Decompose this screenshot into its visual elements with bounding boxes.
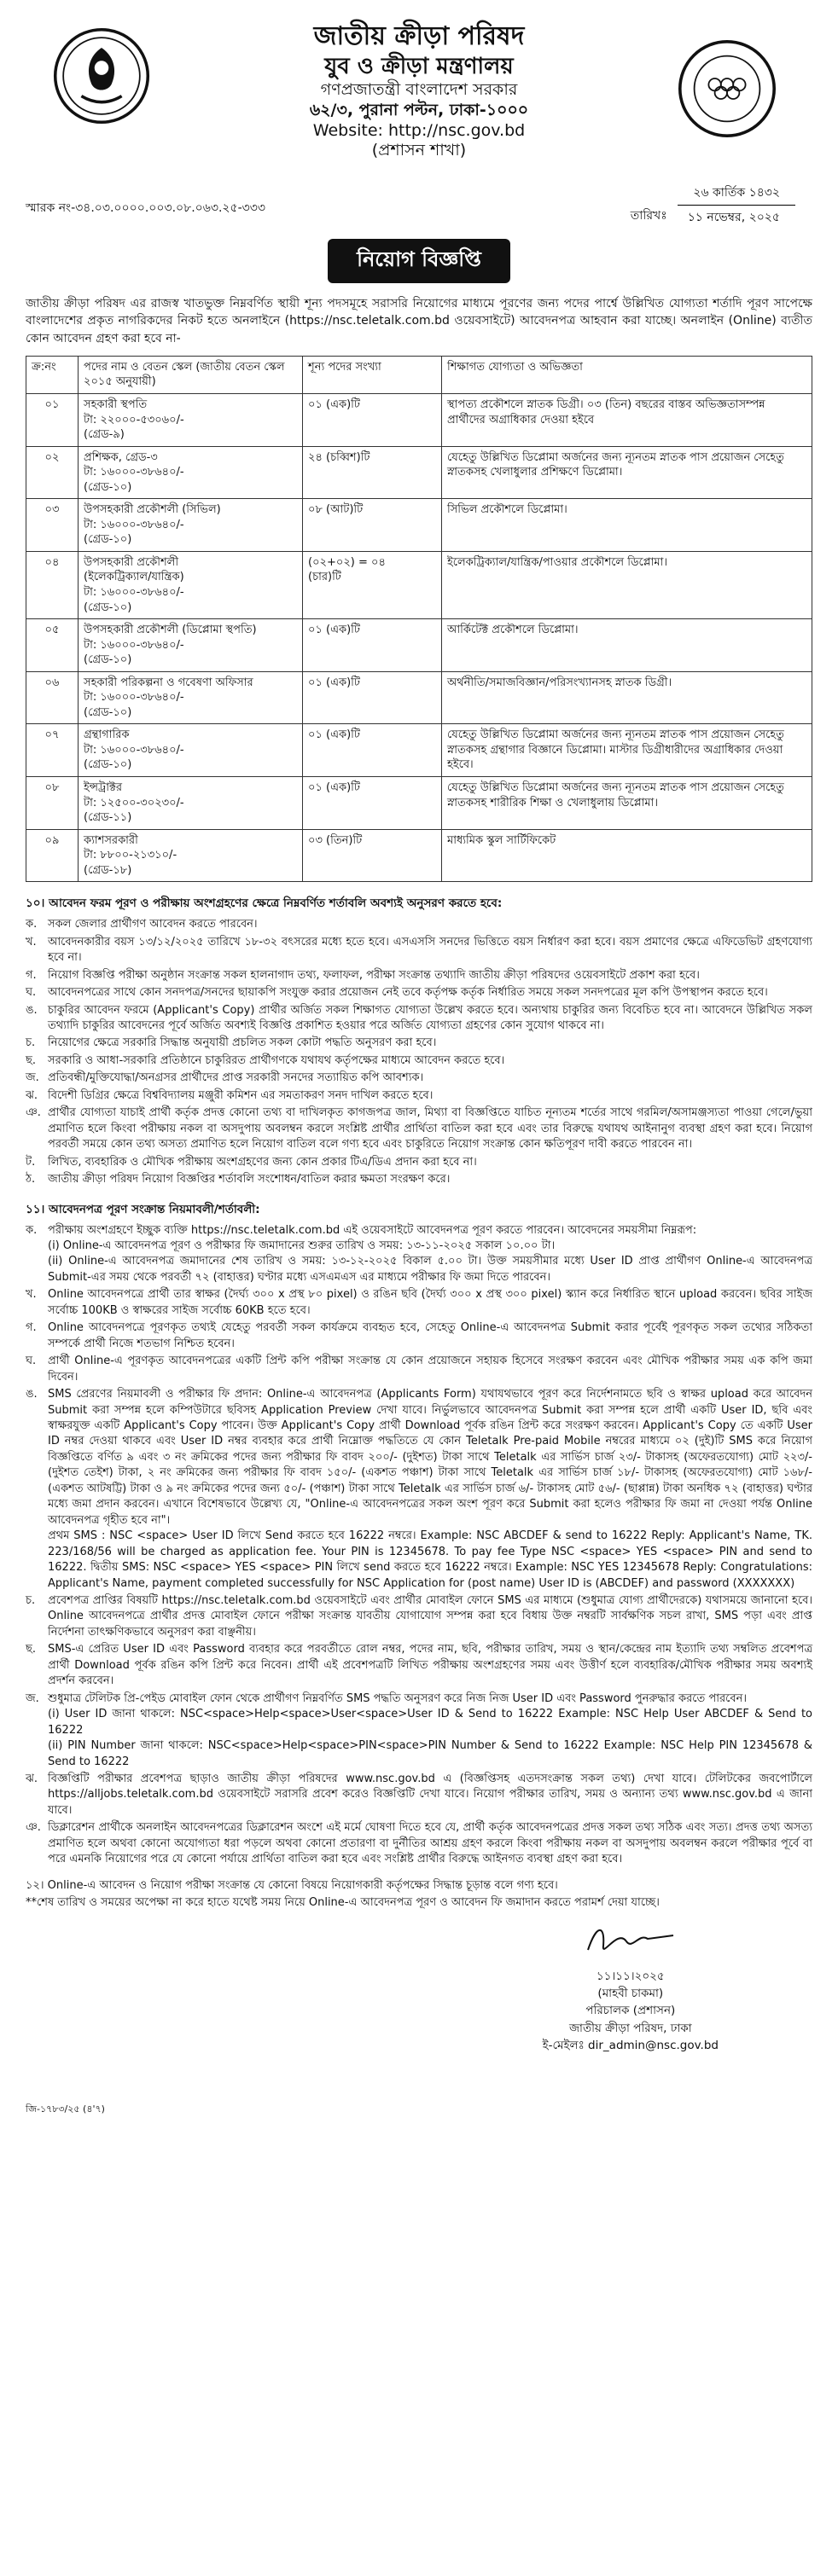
list-item-key: ছ. [26, 1053, 37, 1067]
list-item-key: চ. [26, 1036, 36, 1050]
cell-qualification: স্থাপত্য প্রকৌশলে স্নাতক ডিগ্রী। ০৩ (তিন) বছরের বাস্তব অভিজ্ঞতাসম্পন্ন প্রার্থীদের অগ্রাধিকার দেওয়া হইবে [442, 393, 812, 446]
cell-count: ০৩ (তিন)টি [303, 829, 442, 882]
list-item [26, 1354, 812, 1385]
list-item [26, 985, 812, 1001]
col-post: পদের নাম ও বেতন স্কেল (জাতীয় বেতন স্কেল ২০১৫ অনুযায়ী) [79, 356, 303, 393]
letterhead [26, 19, 812, 181]
cell-count: ০১ (এক)টি [303, 393, 442, 446]
table-row [26, 446, 812, 499]
list-item-key: খ. [26, 1288, 37, 1302]
cell-post: উপসহকারী প্রকৌশলী (ডিপ্লোমা স্থপতি) টা: ১৬০০০-৩৮৬৪০/- (গ্রেড-১০) [79, 619, 303, 672]
government-name: গণপ্রজাতন্ত্রী বাংলাদেশ সরকার [320, 80, 518, 99]
cell-serial: ০২ [26, 446, 79, 499]
ministry-name: যুব ও ক্রীড়া মন্ত্রণালয় [324, 53, 514, 79]
list-item-text: নিয়োগের ক্ষেত্রে সরকারি সিদ্ধান্ত অনুযায়ী প্রচলিত সকল কোটা পদ্ধতি অনুসরণ করা হবে। [48, 1036, 437, 1050]
list-item [26, 1088, 812, 1104]
footer-code: জি-১৭৮৩/২৫ (৪'৭) [26, 2103, 105, 2115]
table-row [26, 499, 812, 552]
list-item-text: লিখিত, ব্যবহারিক ও মৌখিক পরীক্ষায় অংশগ্রহণের জন্য কোন প্রকার টিএ/ডিএ প্রদান করা হবে না। [48, 1155, 477, 1169]
section-10-list [26, 917, 812, 1187]
date-gregorian: ১১ নভেম্বর, ২০২৫ [687, 211, 780, 224]
cell-qualification: মাধ্যমিক স্কুল সার্টিফিকেট [442, 829, 812, 882]
list-item [26, 1105, 812, 1152]
section-11-title: ১১। আবেদনপত্র পূরণ সংক্রান্ত নিয়মাবলী/শর্তাবলী: [26, 1202, 260, 1216]
section-12-note: **শেষ তারিখ ও সময়ের অপেক্ষা না করে হাতে যথেষ্ট সময় নিয়ে Online-এ আবেদনপত্র পূরণ ও আবেদন ফি জমাদান করতে পরামর্শ দেয়া যাচ্ছে। [26, 1896, 660, 1910]
cell-count: ২৪ (চব্বিশ)টি [303, 446, 442, 499]
website-link[interactable]: Website: http://nsc.gov.bd [312, 120, 526, 140]
memo-line [26, 181, 812, 235]
list-item-text: আবেদনপত্রের সাথে কোন সনদপত্র/সনদের ছায়াকপি সংযুক্ত করার প্রয়োজন নেই তবে কর্তৃপক্ষ কর্তৃক নির্ধারিত সময়ে সকল সনদপত্রের মূল কপি উপস্থাপন করতে হবে। [48, 986, 768, 1000]
list-item-key: ঝ. [26, 1088, 38, 1102]
cell-post: প্রশিক্ষক, গ্রেড-৩ টা: ১৬০০০-৩৮৬৪০/- (গ্রেড-১০) [79, 446, 303, 499]
cell-serial: ০৯ [26, 829, 79, 882]
list-item-key: জ. [26, 1691, 39, 1705]
cell-count: ০১ (এক)টি [303, 619, 442, 672]
col-count: শূন্য পদের সংখ্যা [303, 356, 442, 393]
section-12-text: ১২। Online-এ আবেদন ও নিয়োগ পরীক্ষা সংক্রান্ত যে কোনো বিষয়ে নিয়োগকারী কর্তৃপক্ষের সিদ্ধান্ত চূড়ান্ত বলে গণ্য হবে। [26, 1878, 558, 1892]
cell-post: সহকারী স্থপতি টা: ২২০০০-৫৩০৬০/- (গ্রেড-৯) [79, 393, 303, 446]
list-item-key: জ. [26, 1071, 39, 1085]
cell-serial: ০৮ [26, 777, 79, 830]
cell-qualification: যেহেতু উল্লিখিত ডিপ্লোমা অর্জনের জন্য ন্যূনতম স্নাতক পাস প্রয়োজন সেহেতু স্নাতকসহ শারীরিক শিক্ষা ও খেলাধুলায় ডিপ্লোমা। [442, 777, 812, 830]
list-item [26, 1387, 812, 1592]
signatory-name: (মাহবী চাকমা) [597, 1987, 664, 2001]
list-item [26, 1320, 812, 1352]
table-row [26, 829, 812, 882]
list-item-text: জাতীয় ক্রীড়া পরিষদ নিয়োগ বিজ্ঞপ্তির শর্তাবলি সংশোধন/বাতিল করার ক্ষমতা সংরক্ষণ করে। [48, 1173, 451, 1186]
list-item [26, 1593, 812, 1640]
list-item-text: নিয়োগ বিজ্ঞপ্তি পরীক্ষা অনুষ্ঠান সংক্রান্ত সকল হালনাগাদ তথ্য, ফলাফল, পরীক্ষা সংক্রান্ত তথ্যাদি জাতীয় ক্রীড়া পরিষদের ওয়েবসাইটে প্রকাশ করা হবে। [48, 968, 700, 982]
notice-title-box [26, 239, 812, 283]
table-row [26, 777, 812, 830]
list-item-key: ঞ. [26, 1106, 41, 1120]
list-item [26, 1172, 812, 1187]
list-item-key: গ. [26, 1321, 37, 1335]
table-row [26, 551, 812, 618]
signatory-org: জাতীয় ক্রীড়া পরিষদ, ঢাকা [568, 2021, 692, 2035]
section-11-list [26, 1223, 812, 1868]
cell-serial: ০১ [26, 393, 79, 446]
list-item-key: ঠ. [26, 1173, 36, 1186]
list-item-text: চাকুরির আবেদন ফরমে (Applicant's Copy) প্রার্থীর অর্জিত সকল শিক্ষাগত যোগ্যতা উল্লেখ করতে হবে। অন্যথায় চাকুরির জন্য বিবেচিত হবে না। আবেদনে উল্লিখিত সকল তথ্যাদি চাকুরির আবেদনের পূর্বে অর্জিত অবশ্যই বিজ্ঞপ্তি প্রকাশিত হওয়ার পরে অর্জিত যোগ্যতা গ্রহণের কোন সুযোগ থাকবে না। [48, 1003, 812, 1033]
table-row [26, 619, 812, 672]
list-item-text: প্রার্থীর যোগ্যতা যাচাই প্রার্থী কর্তৃক প্রদত্ত কোনো তথ্য বা দাখিলকৃত কাগজপত্র জাল, মিথ্যা বা বিজ্ঞপ্তিতে যাচিত নূন্যতম শর্তের সাথে গরমিল/অসামঞ্জস্যতা পাওয়া গেলে/ভুয়া প্রমাণিত হলে কিংবা পরীক্ষায় নকল বা অসদুপায় অবলম্বন করলে সংশ্লিষ্ট প্রার্থীর প্রার্থিতা বাতিল করা হবে এবং তার বিরুদ্ধে যথাযথ আইনানুগ ব্যবস্থা গ্রহণ করা হবে। নিয়োগ পরবর্তী সময়ে কোন তথ্য অসত্য প্রমাণিত হলে নিয়োগ বাতিল বলে গণ্য হবে এবং চাকুরিতে নিয়োগ সংক্রান্ত কোন ক্ষতিপূরণ দাবী করতে পারবেন না। [48, 1106, 812, 1152]
list-item [26, 1772, 812, 1819]
list-item-key: ঞ. [26, 1821, 41, 1835]
list-item-text: Online আবেদনপত্রে পূরণকৃত তথ্যই যেহেতু পরবর্তী সকল কার্যক্রমে ব্যবহৃত হবে, সেহেতু Online-এ আবেদনপত্র Submit করার পূর্বেই পূরণকৃত সকল তথ্যের সঠিকতা সম্পর্কে প্রার্থী নিজে শতভাগ নিশ্চিত হবেন। [48, 1321, 812, 1350]
memo-ref: স্মারক নং-৩৪.০৩.০০০০.০০৩.০৮.০৬৩.২৫-৩৩৩ [26, 201, 265, 215]
cell-post: উপসহকারী প্রকৌশলী (সিভিল) টা: ১৬০০০-৩৮৬৪০/- (গ্রেড-১০) [79, 499, 303, 552]
cell-serial: ০৪ [26, 551, 79, 618]
list-item [26, 935, 812, 966]
list-item-key: ট. [26, 1155, 36, 1169]
cell-qualification: সিভিল প্রকৌশলে ডিপ্লোমা। [442, 499, 812, 552]
cell-qualification: যেহেতু উল্লিখিত ডিপ্লোমা অর্জনের জন্য ন্যূনতম স্নাতক পাস প্রয়োজন সেহেতু স্নাতকসহ খেলাধুলার প্রশিক্ষণে ডিপ্লোমা। [442, 446, 812, 499]
list-item [26, 1642, 812, 1689]
list-item-key: চ. [26, 1593, 36, 1607]
list-item-key: ঘ. [26, 986, 37, 1000]
list-item-key: ঙ. [26, 1003, 38, 1017]
cell-post: ক্যাশসরকারী টা: ৮৮০০-২১৩১০/- (গ্রেড-১৮) [79, 829, 303, 882]
cell-qualification: অর্থনীতি/সমাজবিজ্ঞান/পরিসংখ্যানসহ স্নাতক ডিগ্রী। [442, 671, 812, 724]
date-label: তারিখঃ [630, 209, 667, 223]
nsc-seal-icon [676, 38, 778, 140]
cell-count: ০১ (এক)টি [303, 724, 442, 777]
list-item [26, 1053, 812, 1069]
list-item-text: SMS-এ প্রেরিত User ID এবং Password ব্যবহার করে পরবর্তীতে রোল নম্বর, পদের নাম, ছবি, পরীক্ষার তারিখ, সময় ও স্থান/কেন্দ্রের নাম ইত্যাদি তথ্য সম্বলিত প্রবেশপত্র প্রার্থী Download পূর্বক রঙিন কপি প্রিন্ট করে নিবেন। প্রার্থী এই প্রবেশপত্রটি লিখিত পরীক্ষায় অংশগ্রহণের সময় এবং উত্তীর্ণ হলে ব্যবহারিক/মৌখিক পরীক্ষার সময় অবশ্যই প্রদর্শন করবেন। [48, 1643, 812, 1688]
list-item-key: খ. [26, 935, 37, 949]
cell-serial: ০৭ [26, 724, 79, 777]
list-item-text: সরকারি ও আধা-সরকারি প্রতিষ্ঠানে চাকুরিরত প্রার্থীগণকে যথাযথ কর্তৃপক্ষের মাধ্যমে আবেদন করতে হবে। [48, 1053, 505, 1067]
cell-serial: ০৩ [26, 499, 79, 552]
org-title: জাতীয় ক্রীড়া পরিষদ [313, 21, 525, 51]
list-item-text: প্রার্থী Online-এ পূরণকৃত আবেদনপত্রের একটি প্রিন্ট কপি পরীক্ষা সংক্রান্ত যে কোন প্রয়োজনে সহায়ক হিসেবে সংরক্ষণ করবেন এবং মৌখিক পরীক্ষার সময় এক কপি জমা দিবেন। [48, 1355, 812, 1384]
memo-date [625, 183, 795, 228]
table-row [26, 671, 812, 724]
cell-post: গ্রন্থাগারিক টা: ১৬০০০-৩৮৬৪০/- (গ্রেড-১০) [79, 724, 303, 777]
list-item [26, 1820, 812, 1867]
table-row [26, 393, 812, 446]
list-item-key: ঝ. [26, 1772, 38, 1785]
list-item-text: প্রবেশপত্র প্রাপ্তির বিষয়টি https://nsc.teletalk.com.bd ওয়েবসাইটে এবং প্রার্থীর মোবাইল ফোনে SMS এর মাধ্যমে (শুধুমাত্র যোগ্য প্রার্থীদেরকে) যথাসময়ে জানানো হবে। Online আবেদনপত্রে প্রার্থীর প্রদত্ত মোবাইল ফোনে পরীক্ষা সংক্রান্ত যাবতীয় যোগাযোগ সম্পন্ন করা হবে বিধায় উক্ত নম্বরটি সার্বক্ষণিক সচল রাখা, SMS পড়া এবং প্রাপ্ত নির্দেশনা তাৎক্ষণিকভাবে অনুসরণ করা বাঞ্ছনীয়। [48, 1593, 812, 1639]
cell-serial: ০৬ [26, 671, 79, 724]
list-item [26, 1223, 812, 1286]
notice-title: নিয়োগ বিজ্ঞপ্তি [328, 239, 510, 283]
col-serial: ক্র:নং [26, 356, 79, 393]
government-emblem-icon [51, 26, 152, 126]
list-item [26, 1003, 812, 1035]
list-item [26, 1287, 812, 1319]
cell-count: ০১ (এক)টি [303, 777, 442, 830]
list-item-text: ডিক্লারেশন প্রার্থীকে অনলাইন আবেদনপত্রের ডিক্লারেশন অংশে এই মর্মে ঘোষণা দিতে হবে যে, প্রার্থী কর্তৃক আবেদনপত্রের প্রদত্ত সকল তথ্য সঠিক এবং সত্য। প্রদত্ত তথ্য অসত্য প্রমাণিত হলে অথবা কোনো অযোগ্যতা ধরা পড়লে অথবা কোনো প্রতারণা বা দুর্নীতির আশ্রয় গ্রহণ করলে কিংবা পরীক্ষায় নকল বা অসদুপায় অবলম্বন করলে পরীক্ষার পূর্বে বা পরে এমনকি নিয়োগের পরে যে কোনো পর্যায়ে প্রার্থিতা বাতিল করা হবে এবং সংশ্লিষ্ট প্রার্থীর বিরুদ্ধে আইনগত ব্যবস্থা গ্রহণ করা হবে। [48, 1821, 812, 1866]
cell-serial: ০৫ [26, 619, 79, 672]
cell-count: ০১ (এক)টি [303, 671, 442, 724]
signatory-email[interactable]: ই-মেইলঃ dir_admin@nsc.gov.bd [542, 2038, 719, 2052]
branch-name: (প্রশাসন শাখা) [371, 141, 467, 160]
cell-count: (০২+০২) = ০৪ (চার)টি [303, 551, 442, 618]
list-item-key: ঘ. [26, 1355, 37, 1368]
table-row [26, 724, 812, 777]
signature-date: ১১।১১।২০২৫ [596, 1969, 665, 1983]
col-qualification: শিক্ষাগত যোগ্যতা ও অভিজ্ঞতা [442, 356, 812, 393]
list-item-text: আবেদনকারীর বয়স ১৩/১২/২০২৫ তারিখে ১৮-৩২ বৎসরের মধ্যে হতে হবে। এসএসসি সনদের ভিত্তিতে বয়স নির্ধারণ করা হবে। বয়স প্রমাণের ক্ষেত্রে এফিডেভিট গ্রহণযোগ্য হবে না। [48, 935, 812, 965]
list-item [26, 968, 812, 983]
list-item-text: শুধুমাত্র টেলিটক প্রি-পেইড মোবাইল ফোন থেকে প্রার্থীগণ নিম্নবর্ণিত SMS পদ্ধতি অনুসরণ করে নিজ নিজ User ID এবং Password পুনরুদ্ধার করতে পারবেন। (i) User ID জানা থাকলে: NSC<space>Help<space>User<space>User ID & Send to 16222 Example: NSC Help User ABCDEF & Send to 16222 (ii) PIN Number জানা থাকলে: NSC<space>Help<space>PIN<space>PIN Number & Send to 16222 Example: NSC Help PIN 12345678 & Send to 16222 [48, 1691, 812, 1768]
cell-qualification: আর্কিটেক্ট প্রকৌশলে ডিপ্লোমা। [442, 619, 812, 672]
list-item-key: ঙ. [26, 1388, 38, 1401]
list-item-text: বিজ্ঞপ্তিটি পরীক্ষার প্রবেশপত্র ছাড়াও জাতীয় ক্রীড়া পরিষদের www.nsc.gov.bd এ (বিজ্ঞপ্তিসহ এতদসংক্রান্ত সকল তথ্য) দেখা যাবে। টেলিটকের জবপোর্টালে https://alljobs.teletalk.com.bd ওয়েবসাইটে সরাসরি প্রবেশ করেও বিজ্ঞপ্তিটি দেখা যাবে। নিয়োগ পরীক্ষার তারিখ, সময় ও অন্যান্য তথ্য www.nsc.gov.bd এ জানা যাবে। [48, 1772, 812, 1817]
date-bangla: ২৬ কার্তিক ১৪৩২ [678, 183, 795, 206]
list-item-text: SMS প্রেরণের নিয়মাবলী ও পরীক্ষার ফি প্রদান: Online-এ আবেদনপত্র (Applicants Form) যথাযথভাবে পূরণ করে নির্দেশনামতে ছবি ও স্বাক্ষর upload করে আবেদন Submit করা সম্পন্ন হলে কম্পিউটারে ছবিসহ Application Preview দেখা যাবে। নির্ভুলভাবে আবেদনপত্র Submit করা সম্পন্ন হলে প্রার্থী একটি User ID, ছবি এবং স্বাক্ষরযুক্ত একটি Applicant's Copy পাবেন। উক্ত Applicant's Copy প্রার্থী Download পূর্বক রঙিন প্রিন্ট করে সংরক্ষণ করবেন। Applicant's Copy তে একটি User ID নম্বর দেওয়া থাকবে এবং User ID নম্বর ব্যবহার করে প্রার্থী নিম্নোক্ত পদ্ধতিতে যে কোন Teletalk Pre-paid Mobile নম্বরের মাধ্যমে ০২ (দুই)টি SMS করে নিয়োগ বিজ্ঞপ্তিতে বর্ণিত ৯ এবং ৩ নং ক্রমিকের পদের জন্য পরীক্ষার ফি বাবদ ২০০/- (দুইশত) টাকা সাথে Teletalk এর সার্ভিস চার্জ ২৩/- টাকাসহ (অফেরতযোগ্য) মোট ২২৩/- (দুইশত তেইশ) টাকা, ২ নং ক্রমিকের জন্য পরীক্ষার ফি বাবদ ১৫০/- (একশত পঞ্চাশ) টাকা সাথে Teletalk এর সার্ভিস চার্জ ১৮/- টাকাসহ (অফেরতযোগ্য) মোট ১৬৮/- (একশত আটষট্টি) টাকা ও ৯ নং ক্রমিকের পদের জন্য ৫০/- (পঞ্চাশ) টাকা সাথে Teletalk এর সার্ভিস চার্জ ৬/- টাকাসহ মোট ৫৬/- (ছাপ্পান্ন) টাকা অনধিক ৭২ (বাহাত্তর) ঘণ্টার মধ্যে জমা প্রদান করবেন। এখানে বিশেষভাবে উল্লেখ্য যে, "Online-এ আবেদনপত্রের সকল অংশ পূরণ করে Submit করা হলেও পরীক্ষার ফি জমা না দেওয়া পর্যন্ত Online আবেদনপত্র গৃহীত হবে না"। প্রথম SMS : NSC <space> User ID লিখে Send করতে হবে 16222 নম্বরে। Example: NSC ABCDEF & send to 16222 Reply: Applicant's Name, TK. 223/168/56 will be charged as application fee. Your PIN is 12345678. To pay fee Type NSC <space> YES <space> PIN and send to 16222. দ্বিতীয় SMS: NSC <space> YES <space> PIN লিখে send করতে হবে 16222 নম্বরে। Example: NSC YES 12345678 Reply: Congratulations: Applicant's Name, payment completed successfully for NSC Application for (post name) User ID is (ABCDEF) and password (XXXXXXX) [48, 1388, 812, 1590]
org-address: ৬২/৩, পুরানা পল্টন, ঢাকা-১০০০ [309, 100, 529, 119]
list-item-key: ছ. [26, 1643, 37, 1656]
list-item [26, 1070, 812, 1086]
cell-qualification: ইলেকট্রিক্যাল/যান্ত্রিক/পাওয়ার প্রকৌশলে ডিপ্লোমা। [442, 551, 812, 618]
signature-icon [579, 1920, 682, 1963]
cell-qualification: যেহেতু উল্লিখিত ডিপ্লোমা অর্জনের জন্য ন্যূনতম স্নাতক পাস প্রয়োজন সেহেতু স্নাতকসহ গ্রন্থাগার বিজ্ঞানে ডিপ্লোমা। মাস্টার ডিগ্রীধারীদের অগ্রাধিকার দেওয়া হইবে। [442, 724, 812, 777]
list-item-key: ক. [26, 918, 38, 931]
list-item-text: বিদেশী ডিগ্রির ক্ষেত্রে বিশ্ববিদ্যালয় মঞ্জুরী কমিশন এর সমতাকরণ সনদ দাখিল করতে হবে। [48, 1088, 434, 1102]
cell-count: ০৮ (আট)টি [303, 499, 442, 552]
vacancy-table [26, 356, 812, 882]
signatory-designation: পরিচালক (প্রশাসন) [585, 2004, 676, 2018]
list-item [26, 1155, 812, 1170]
list-item [26, 917, 812, 932]
list-item-key: ক. [26, 1223, 38, 1237]
intro-paragraph: জাতীয় ক্রীড়া পরিষদ এর রাজস্ব খাতভুক্ত নিম্নবর্ণিত স্থায়ী শূন্য পদসমূহে সরাসরি নিয়োগের মাধ্যমে পূরণের জন্য পদের পার্শ্বে উল্লিখিত যোগ্যতা শর্তাদি পূরণ সাপেক্ষে বাংলাদেশের প্রকৃত নাগরিকদের নিকট হতে অনলাইনে (https://nsc.teletalk.com.bd ওয়েবসাইটে) আবেদনপত্র আহবান করা যাচ্ছে। অনলাইন (Online) ব্যতীত কোন আবেদন গ্রহণ করা হবে না- [26, 297, 812, 345]
list-item-text: সকল জেলার প্রার্থীগণ আবেদন করতে পারবেন। [48, 918, 258, 931]
list-item-key: গ. [26, 968, 37, 982]
section-12 [26, 1878, 812, 1912]
list-item [26, 1691, 812, 1770]
list-item-text: পরীক্ষায় অংশগ্রহণে ইচ্ছুক ব্যক্তি https://nsc.teletalk.com.bd এই ওয়েবসাইটে আবেদনপত্র পূরণ করতে পারবেন। আবেদনের সময়সীমা নিম্নরূপ: (i) Online-এ আবেদনপত্র পূরণ ও পরীক্ষার ফি জমাদানের শুরুর তারিখ ও সময়: ১৩-১১-২০২৫ সকাল ১০.০০ টা। (ii) Online-এ আবেদনপত্র জমাদানের শেষ তারিখ ও সময়: ১৩-১২-২০২৫ বিকাল ৫.০০ টা। উক্ত সময়সীমার মধ্যে User ID প্রাপ্ত প্রার্থীগণ Online-এ আবেদনপত্র Submit-এর সময় থেকে পরবর্তী ৭২ (বাহাত্তর) ঘণ্টার মধ্যে এসএমএস এর মাধ্যমে পরীক্ষার ফি জমা দিতে পারবেন। [48, 1223, 812, 1284]
cell-post: ইন্সট্রাক্টর টা: ১২৫০০-৩০২৩০/- (গ্রেড-১১) [79, 777, 303, 830]
list-item-text: Online আবেদনপত্রে প্রার্থী তার স্বাক্ষর (দৈর্ঘ্য ৩০০ x প্রস্থ ৮০ pixel) ও রঙিন ছবি (দৈর্ঘ্য ৩০০ x প্রস্থ ৩০০ pixel) স্ক্যান করে নির্ধারিত স্থানে upload করবেন। ছবির সাইজ সর্বোচ্চ 100KB ও স্বাক্ষরের সাইজ সর্বোচ্চ 60KB হতে হবে। [48, 1288, 812, 1317]
section-10-title: ১০। আবেদন ফরম পূরণ ও পরীক্ষায় অংশগ্রহণের ক্ষেত্রে নিম্নবর্ণিত শর্তাবলি অবশ্যই অনুসরণ করতে হবে: [26, 896, 503, 911]
list-item [26, 1036, 812, 1051]
signature-block [26, 1912, 812, 2125]
cell-post: উপসহকারী প্রকৌশলী (ইলেকট্রিক্যাল/যান্ত্রিক) টা: ১৬০০০-৩৮৬৪০/- (গ্রেড-১০) [79, 551, 303, 618]
list-item-text: প্রতিবন্ধী/মুক্তিযোদ্ধা/অনগ্রসর প্রার্থীদের প্রাপ্ত সরকারী সনদের সত্যায়িত কপি আবশ্যক। [48, 1071, 424, 1085]
cell-post: সহকারী পরিকল্পনা ও গবেষণা অফিসার টা: ১৬০০০-৩৮৬৪০/- (গ্রেড-১০) [79, 671, 303, 724]
